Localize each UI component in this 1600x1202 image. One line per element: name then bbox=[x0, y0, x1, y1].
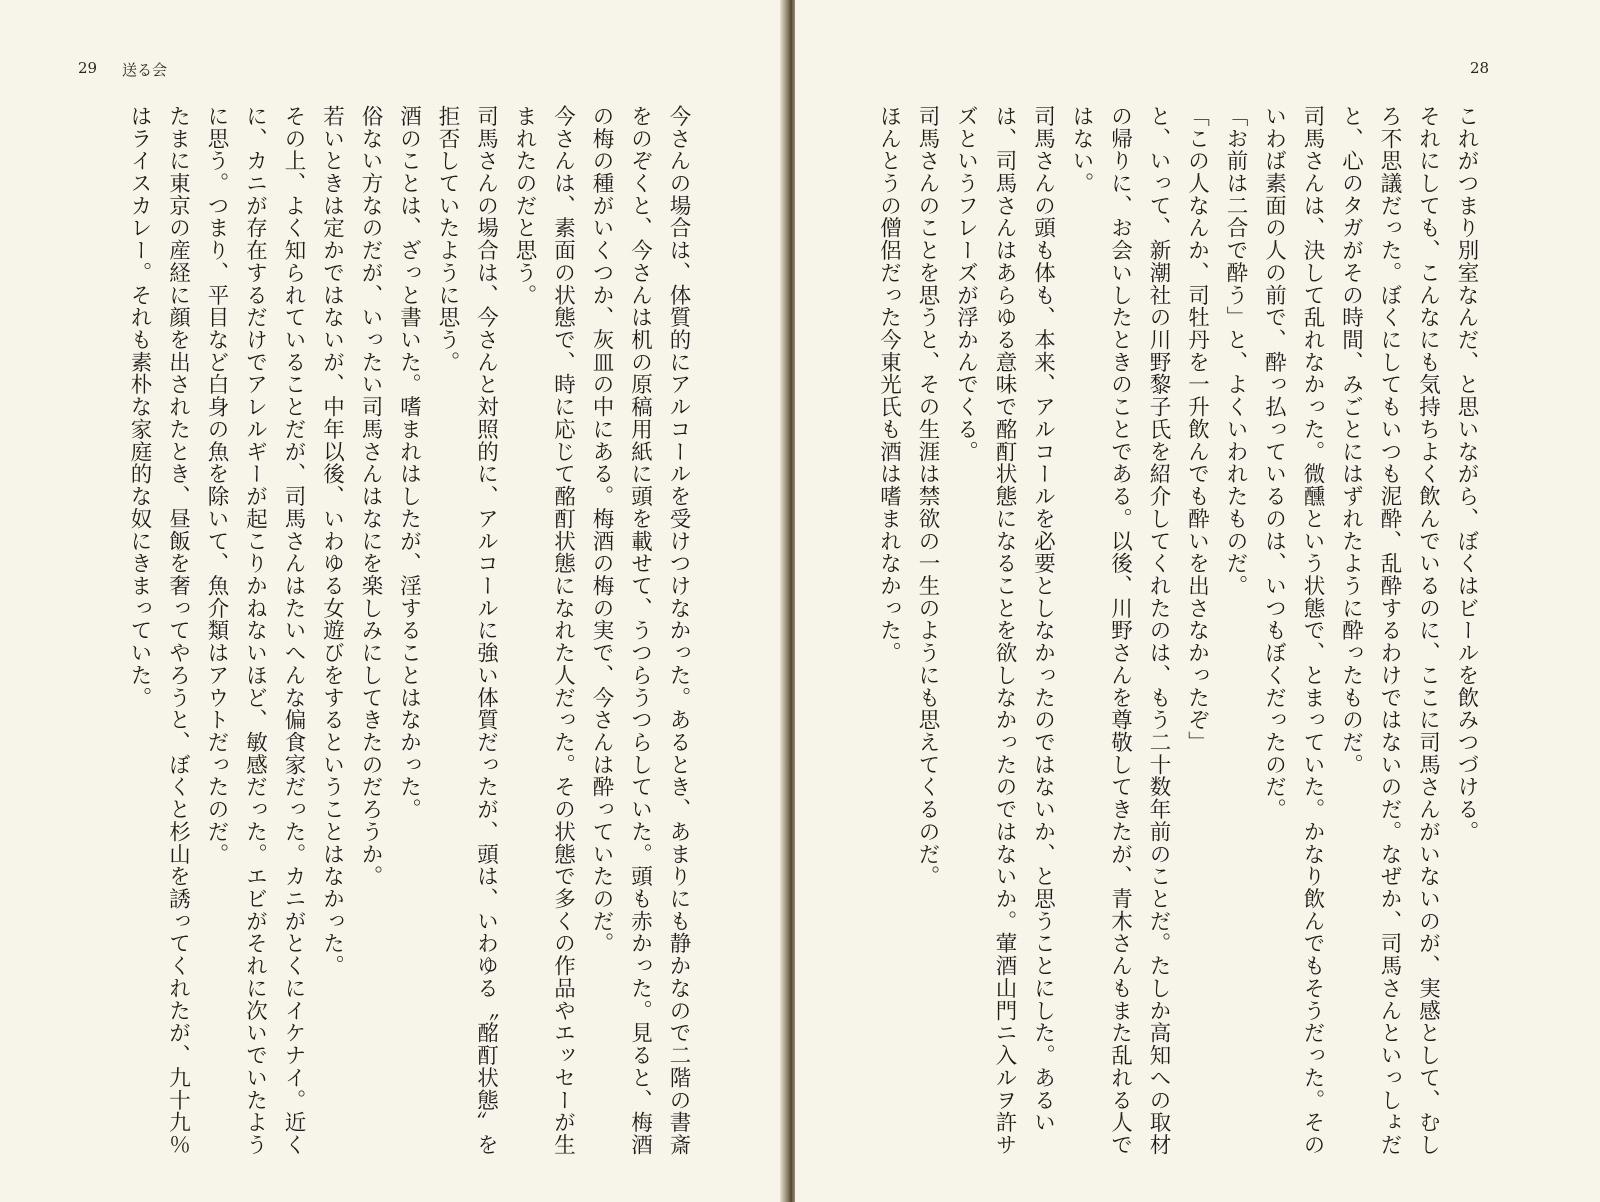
body-text bbox=[52, 105, 697, 1165]
left-page bbox=[0, 0, 785, 1202]
paragraph: 酒のことは、ざっと書いた。嗜まれはしたが、淫することはなかった。 bbox=[396, 105, 422, 821]
paragraph: 司馬さんのことを思うと、その生涯は禁欲の一生のようにも思えてくるのだ。 bbox=[915, 105, 940, 888]
paragraph: と、いって、新潮社の川野黎子氏を紹介してくれたのは、もう二十数年前のことだ。たしか高知への取材の帰りに、お会いしたときのことである。以後、川野さんを尊敬してきたが、青木さんもまた乱れる人ではない。 bbox=[1069, 105, 1171, 1156]
right-page bbox=[795, 0, 1600, 1202]
paragraph: 今さんは、素面の状態で、時に応じて酩酊状態になれた人だった。その状態で多くの作品やエッセーが生まれたのだと思う。 bbox=[512, 105, 576, 1156]
paragraph: ほんとうの僧侶だった今東光氏も酒は嗜まれなかった。 bbox=[876, 105, 902, 664]
paragraph: たまに東京の産経に顔を出されたとき、昼飯を奢ってやろうと、ぼくと杉山を誘ってくれたが、九十九％はライスカレー。それも素朴な家庭的な奴にきまっていた。 bbox=[127, 105, 191, 1156]
paragraph: それにしても、こんなにも気持ちよく飲んでいるのに、ここに司馬さんがいないのが、実感として、むしろ不思議だった。ぼくにしてもいつも泥酔、乱酔するわけではないのだ。なぜか、司馬さんといっしょだと、心のタガがその時間、みごとにはずれたように酔ったものだ。 bbox=[1338, 105, 1441, 1156]
running-head: 送る会 bbox=[122, 61, 168, 79]
page-number: 29 bbox=[78, 59, 98, 77]
paragraph: 今さんの場合は、体質的にアルコールを受けつけなかった。あるとき、あまりにも静かなので二階の書斎をのぞくと、今さんは机の原稿用紙に頭を載せて、うつらうつらしていた。頭も赤かった。見ると、梅酒の梅の種がいくつか、灰皿の中にある。梅酒の梅の実で、今さんは酔っていたのだ。 bbox=[589, 105, 691, 1156]
paragraph: 司馬さんは、決して乱れなかった。微醺という状態で、とまっていた。かなり飲んでもそうだった。そのいわば素面の人の前で、酔っ払っているのは、いつもぼくだったのだ。 bbox=[1261, 105, 1325, 1156]
paragraph: 司馬さんの場合は、今さんと対照的に、アルコールに強い体質だったが、頭は、いわゆる〝酩酊状態〟を拒否していたように思う。 bbox=[435, 105, 499, 1156]
paragraph: 「お前は二合で酔う」と、よくいわれたものだ。 bbox=[1223, 105, 1248, 597]
paragraph: 俗ない方なのだが、いったい司馬さんはなにを楽しみにしてきたのだろうか。 bbox=[358, 105, 383, 888]
paragraph: 司馬さんの頭も体も、本来、アルコールを必要としなかったのではないか、と思うことにした。あるいは、司馬さんはあらゆる意味で酩酊状態になることを欲しなかったのではないか。葷酒山門ニ入ルヲ許サズというフレーズが浮かんでくる。 bbox=[953, 105, 1056, 1156]
body-text bbox=[865, 105, 1485, 1165]
paragraph: 若いときは定かではないが、中年以後、いわゆる女遊びをするということはなかった。 bbox=[319, 105, 345, 978]
paragraph: これがつまり別室なんだ、と思いながら、ぼくはビールを飲みつづける。 bbox=[1454, 105, 1479, 843]
page-number: 28 bbox=[1470, 59, 1490, 77]
paragraph: 「この人なんか、司牡丹を一升飲んでも酔いを出さなかったぞ」 bbox=[1184, 105, 1210, 754]
paragraph: その上、よく知られていることだが、司馬さんはたいへんな偏食家だった。カニがとくにイケナイ。近くに、カニが存在するだけでアレルギーが起こりかねないほど、敏感だった。エビがそれに次いでいたように思う。つまり、平目など白身の魚を除いて、魚介類はアウトだったのだ。 bbox=[204, 105, 306, 1156]
